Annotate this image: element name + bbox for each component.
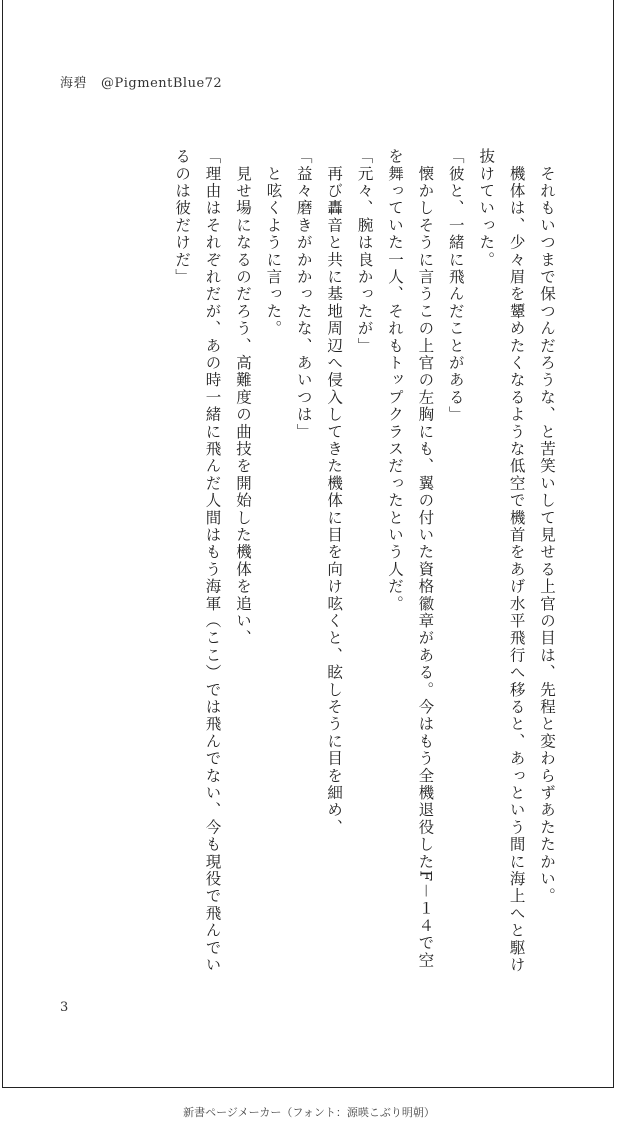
paragraph: 「元々、腕は良かったが」: [355, 148, 374, 355]
paragraph: それもいつまで保つんだろうな、と苦笑いして見せる上官の目は、先程と変わらずあたたかい。: [538, 148, 556, 905]
footer-credit: 新書ページメーカー（フォント：源暎こぶり明朝）: [183, 1106, 435, 1119]
paragraph: 見せ場になるのだろう、高難度の曲技を開始した機体を追い、: [233, 148, 252, 647]
header-title: 海碧: [60, 76, 88, 91]
page-header: [60, 72, 222, 91]
paragraph: 「益々磨きがかかったな、あいつは」: [294, 148, 313, 441]
paragraph: 機体は、少々眉を顰めたくなるような低空で機首をあげ水平飛行へ移ると、あっという間に海上へと駆け抜けていった。: [477, 148, 526, 974]
header-author: @PigmentBlue72: [101, 76, 223, 91]
paragraph: 再び轟音と共に基地周辺へ侵入してきた機体に目を向け呟くと、眩しそうに目を細め、: [325, 148, 344, 836]
vertical-body-text: [76, 148, 562, 978]
paragraph: 懐かしそうに言うこの上官の左胸にも、翼の付いた資格徽章がある。今はもう全機退役したF－１４で空を舞っていた一人、それもトップクラスだったという人だ。: [385, 148, 435, 969]
paragraph: 「彼と、一緒に飛んだことがある」: [446, 148, 465, 424]
paragraph: と呟くように言った。: [264, 148, 283, 338]
paragraph: 「理由はそれぞれだが、あの時一緒に飛んだ人間はもう海軍（ここ）では飛んでない、今も現役で飛んでいるのは彼だけだ」: [173, 148, 222, 974]
page-number: 3: [60, 1000, 69, 1015]
